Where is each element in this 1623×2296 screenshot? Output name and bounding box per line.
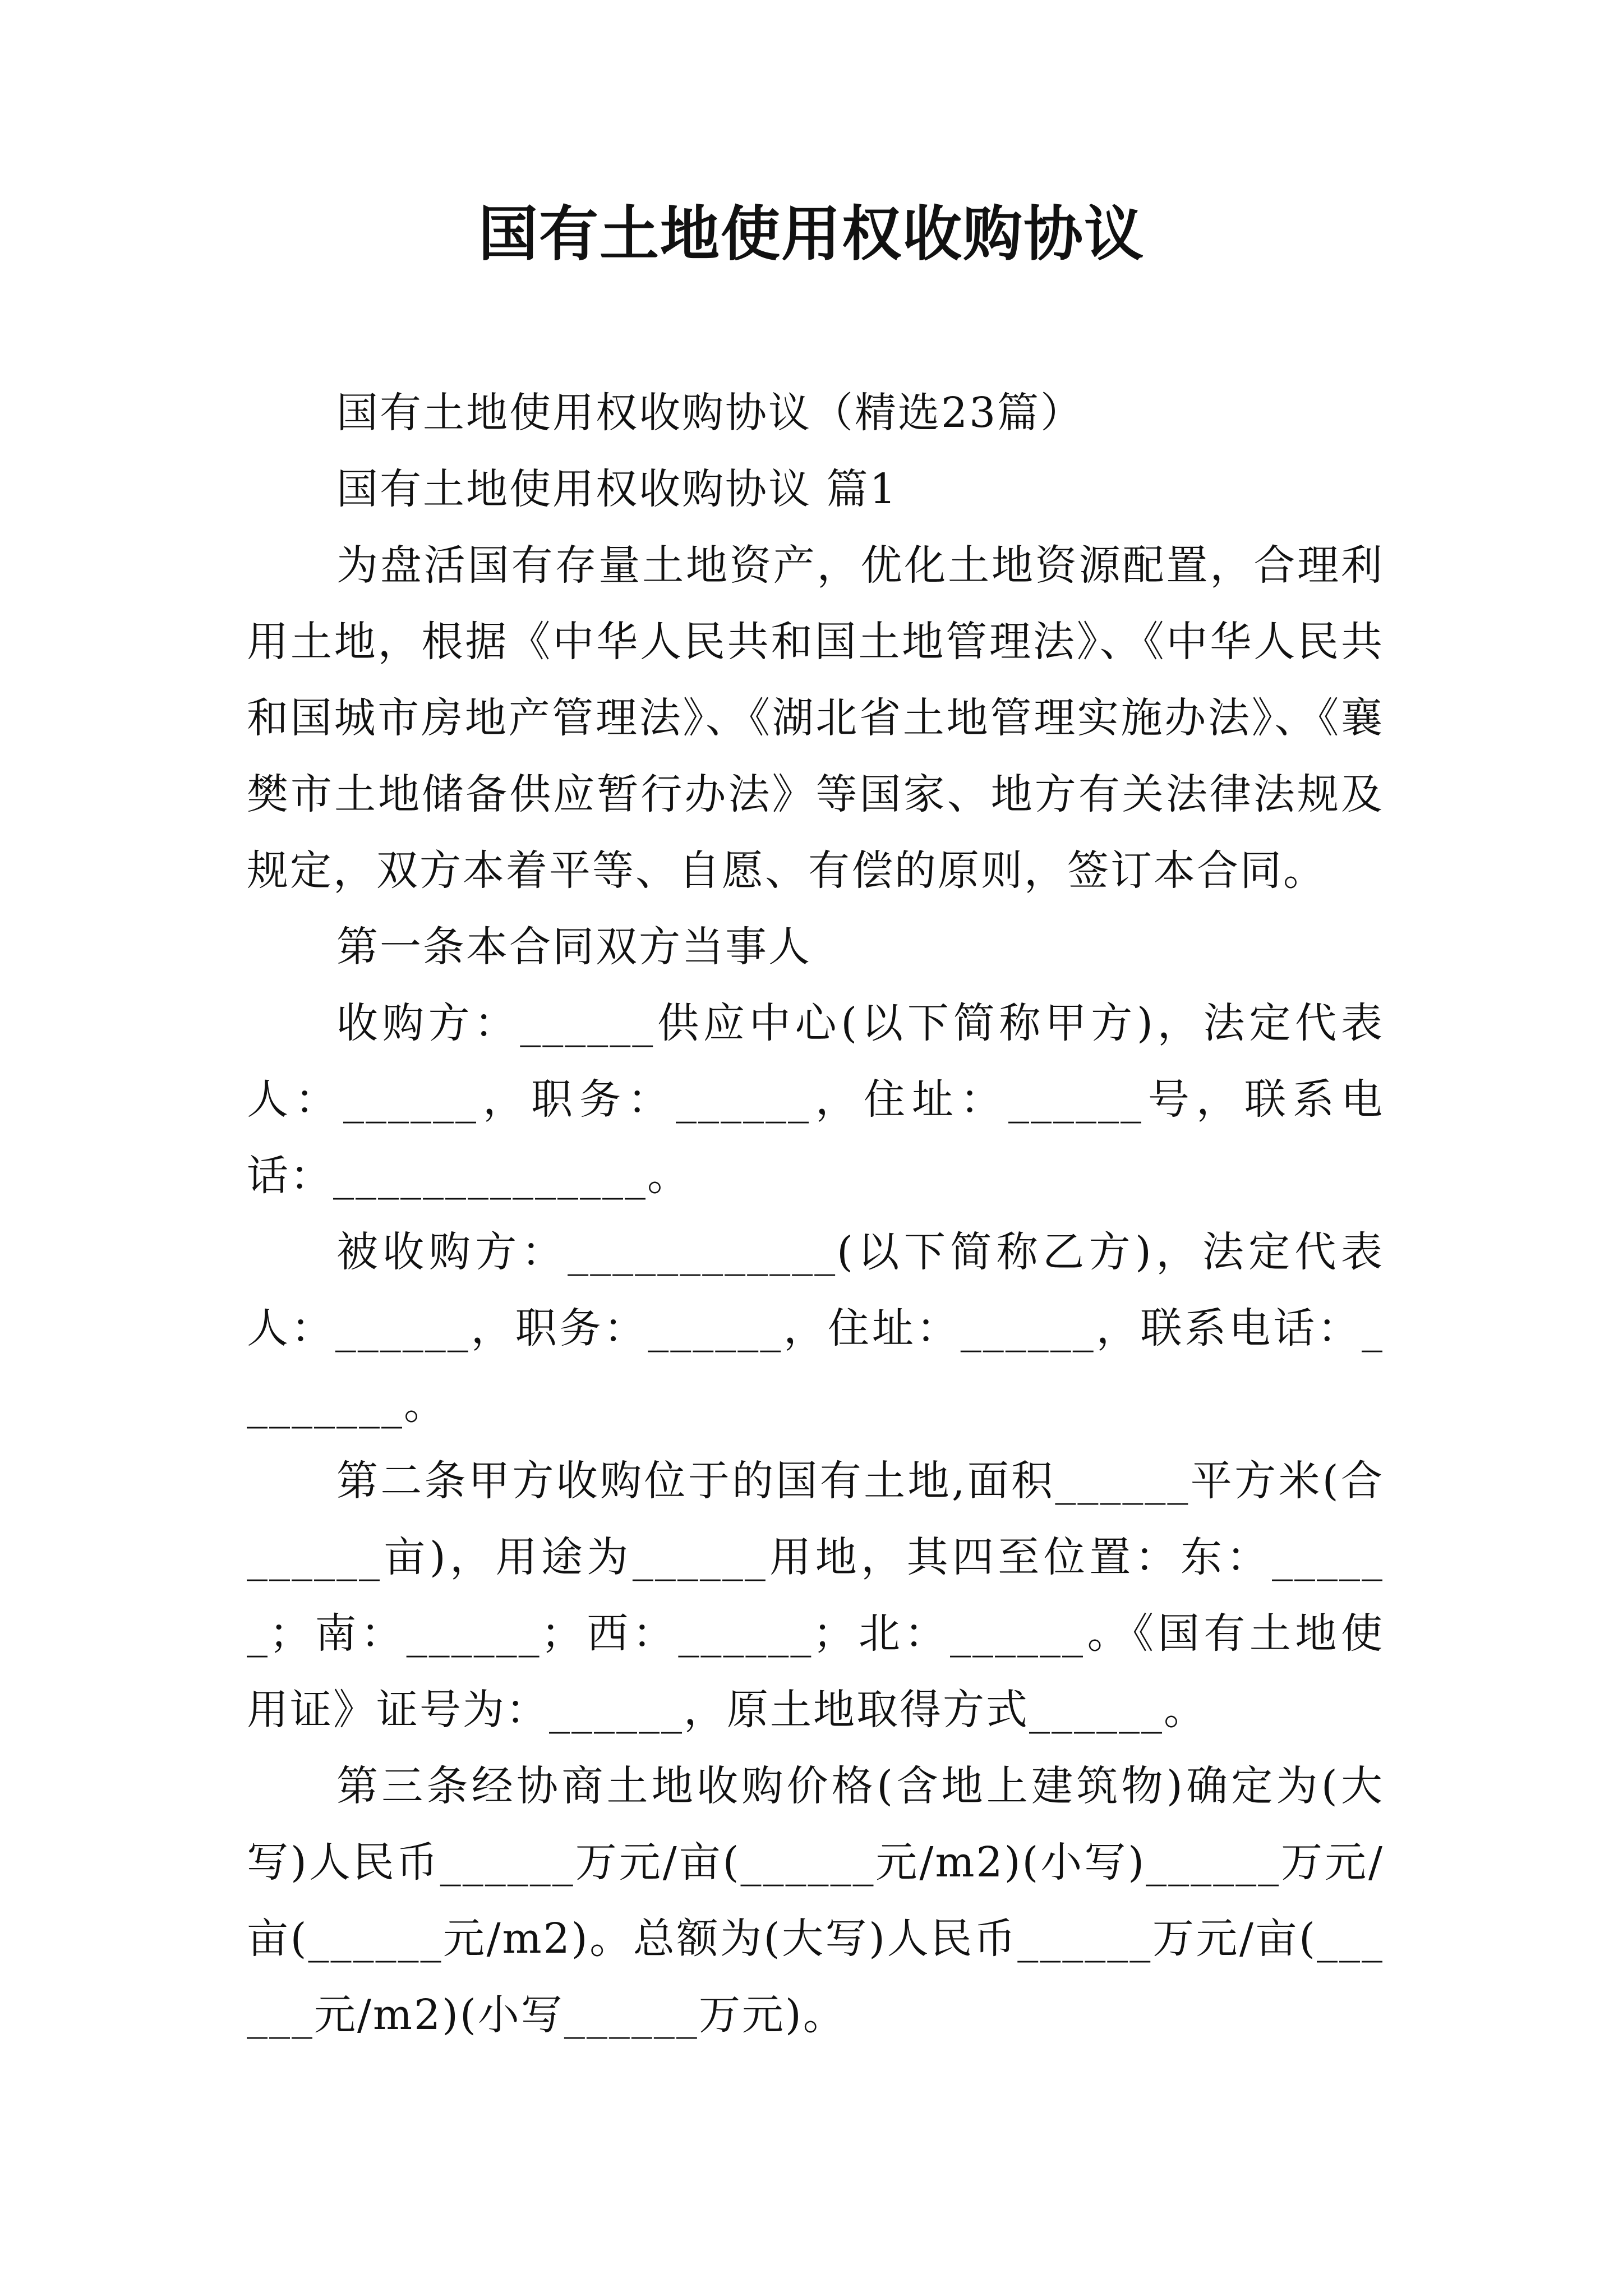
paragraph-preamble: 为盘活国有存量土地资产，优化土地资源配置，合理利用土地，根据《中华人民共和国土地管理法》、《中华人民共和国城市房地产管理法》、《湖北省土地管理实施办法》、《襄樊市土地储备供应暂行办法》等国家、地方有关法律法规及规定，双方本着平等、自愿、有偿的原则，签订本合同。 (247, 541, 1384, 895)
paragraph-purchaser: 收购方：______供应中心(以下简称甲方)，法定代表人：______，职务：______，住址：______号，联系电话：______________。 (247, 999, 1384, 1200)
paragraph-seller: 被收购方：____________(以下简称乙方)，法定代表人：______，职务：______，住址：______，联系电话：________。 (247, 1228, 1384, 1429)
paragraph-article-3: 第三条经协商土地收购价格(含地上建筑物)确定为(大写)人民币______万元/亩(______元/m2)(小写)______万元/亩(______元/m2)。总额为(大写)人民币______万元/亩(______元/m2)(小写______万元)。 (247, 1762, 1384, 2039)
paragraph-article-1: 第一条本合同双方当事人 (336, 923, 811, 971)
paragraph-article-2: 第二条甲方收购位于的国有土地,面积______平方米(合______亩)，用途为______用地，其四至位置：东：______；南：______；西：______；北：______。《国有土地使用证》证号为：______，原土地取得方式______。 (247, 1457, 1384, 1734)
document-body (247, 375, 1384, 2053)
document-title: 国有土地使用权收购协议 (478, 199, 1145, 269)
paragraph-subtitle: 国有土地使用权收购协议（精选23篇） (336, 389, 1084, 437)
paragraph-section-heading: 国有土地使用权收购协议 篇1 (336, 465, 898, 513)
